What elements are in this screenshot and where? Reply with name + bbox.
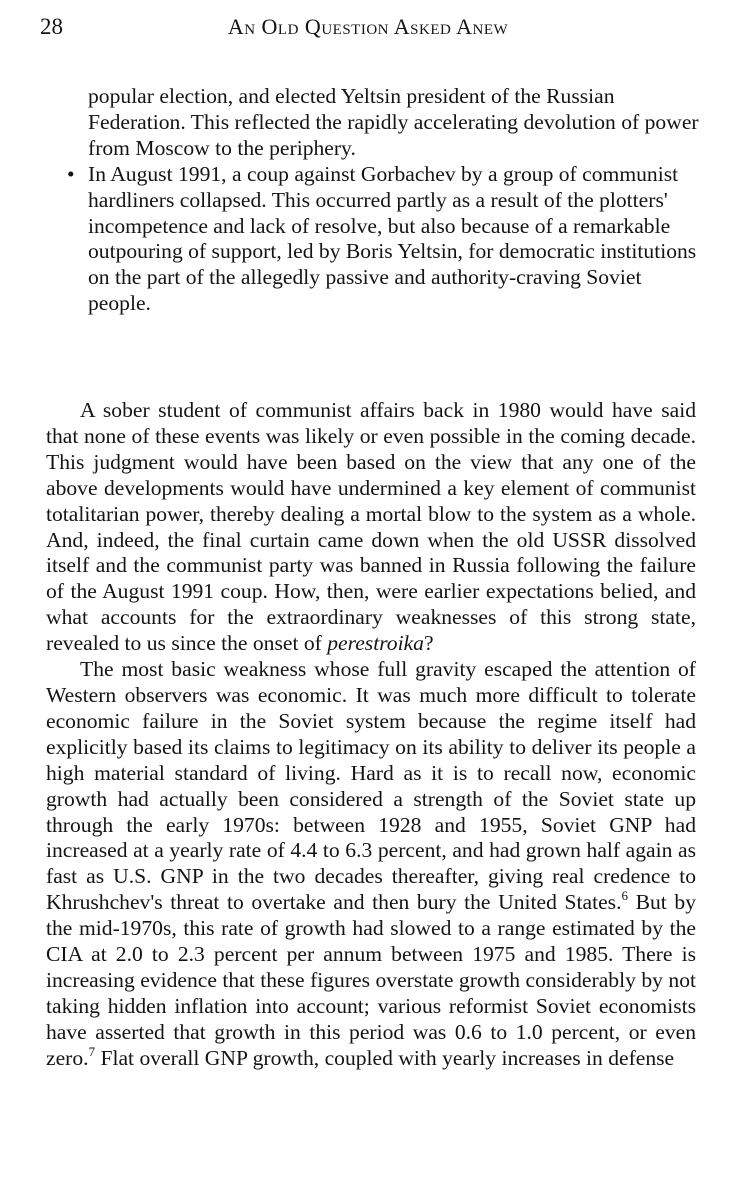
list-item-text: In August 1991, a coup against Gorbachev by a group of communist hardliners collapsed. This occurred partly as a result of the plotters' incompetence and lack of resolve, but also because of a remarkable outpouring of support, led by Boris Yeltsin, for democratic institutions on the part of the allegedly passive and authority-craving Soviet people. [88,161,697,316]
paragraph [46,657,696,1072]
list-item [88,84,700,162]
paragraph-text: ? [423,631,434,656]
list-item-text: popular election, and elected Yeltsin president of the Russian Federation. This reflected the rapidly accelerating devolution of power from Moscow to the periphery. [88,84,699,160]
bullet-list [67,84,700,317]
paragraph-text: Flat overall GNP growth, coupled with yearly increases in defense [95,1045,675,1070]
running-head: An Old Question Asked Anew [227,14,509,39]
paragraph-text: The most basic weakness whose full gravity escaped the attention of Western observers was economic. It was much more difficult to tolerate economic failure in the Soviet system because the regime itself had explicitly based its claims to legitimacy on its ability to deliver its people a high material standard of living. Hard as it is to recall now, economic growth had actually been considered a strength of the Soviet state up through the early 1970s: between 1928 and 1955, Soviet GNP had increased at a yearly rate of 4.4 to 6.3 percent, and had grown half again as fast as U.S. GNP in the two decades thereafter, giving real credence to Khrushchev's threat to overtake and then bury the United States. [46,657,696,915]
footnote-marker: 6 [621,888,628,904]
page-number: 28 [40,14,63,39]
paragraph-text: But by the mid-1970s, this rate of growth had slowed to a range estimated by the CIA at 2.0 to 2.3 percent per annum between 1975 and 1985. There is increasing evidence that these figures overstate growth considerably by not taking hidden inflation into account; various reformist Soviet economists have asserted that growth in this period was 0.6 to 1.0 percent, or even zero. [46,890,696,1070]
italic-term: perestroika [327,631,424,656]
body-text [46,398,696,1072]
paragraph-text: A sober student of communist affairs back in 1980 would have said that none of these events was likely or even possible in the coming decade. This judgment would have been based on the view that any one of the above developments would have undermined a key element of communist totalitarian power, thereby dealing a mortal blow to the system as a whole. And, indeed, the final curtain came down when the old USSR dissolved itself and the communist party was banned in Russia following the failure of the August 1991 coup. How, then, were earlier expectations belied, and what accounts for the extraordinary weaknesses of this strong state, revealed to us since the onset of [46,398,696,656]
bullet-marker: • [67,161,75,186]
paragraph [46,398,696,657]
footnote-marker: 7 [88,1043,96,1059]
list-item [67,161,700,317]
